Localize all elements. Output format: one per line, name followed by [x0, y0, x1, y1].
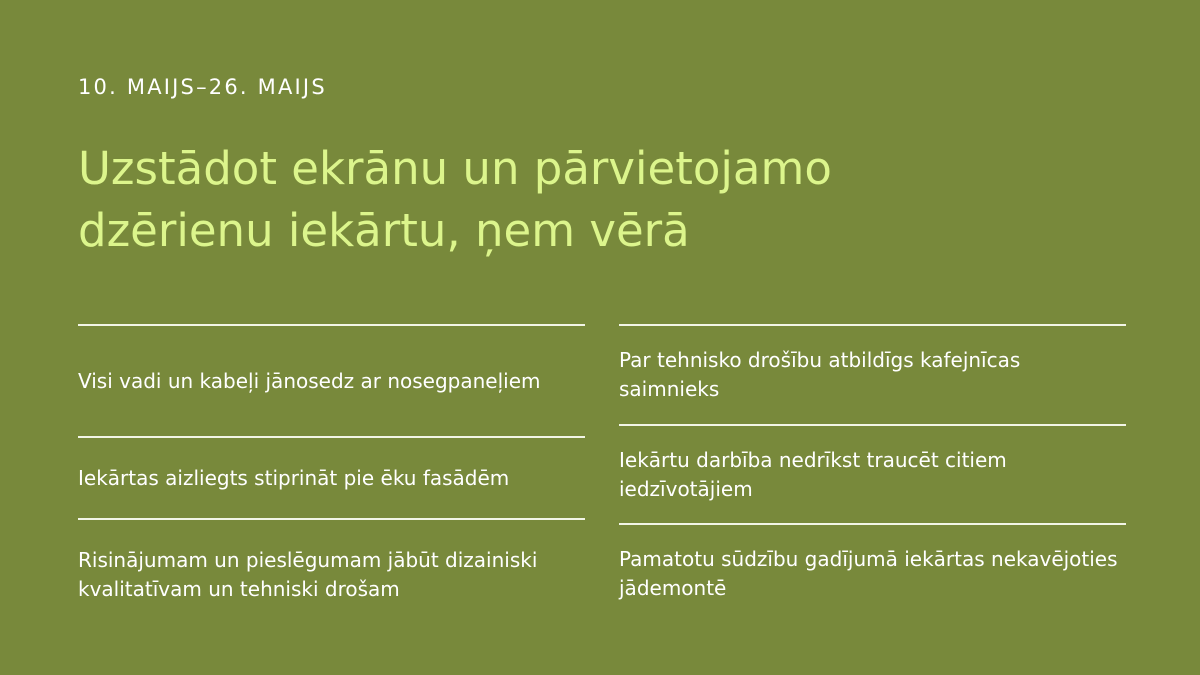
list-item — [619, 523, 1126, 623]
list-item — [78, 324, 585, 436]
title-line-1: Uzstādot ekrānu un pārvietojamo — [78, 142, 832, 195]
list-item — [78, 518, 585, 630]
list-item-text: Visi vadi un kabeļi jānosedz ar nosegpaneļiem — [78, 368, 541, 393]
list-item — [619, 424, 1126, 523]
left-column — [78, 324, 585, 630]
title-line-2: dzērienu iekārtu, ņem vērā — [78, 204, 690, 257]
list-item-text: Pamatotu sūdzību gadījumā iekārtas nekavējoties jādemontē — [619, 547, 1118, 600]
slide-title — [78, 138, 1078, 262]
list-item-text: Iekārtu darbība nedrīkst traucēt citiem iedzīvotājiem — [619, 447, 1007, 501]
list-item-text: Iekārtas aizliegts stiprināt pie ēku fasādēm — [78, 465, 510, 490]
list-item-text: Par tehnisko drošību atbildīgs kafejnīcas saimnieks — [619, 348, 1021, 401]
list-item — [619, 324, 1126, 424]
right-column — [619, 324, 1126, 623]
list-item-text: Risinājumam un pieslēgumam jābūt dizainiski kvalitatīvam un tehniski drošam — [78, 548, 538, 601]
date-range: 10. MAIJS–26. MAIJS — [78, 75, 327, 99]
list-item — [78, 436, 585, 518]
